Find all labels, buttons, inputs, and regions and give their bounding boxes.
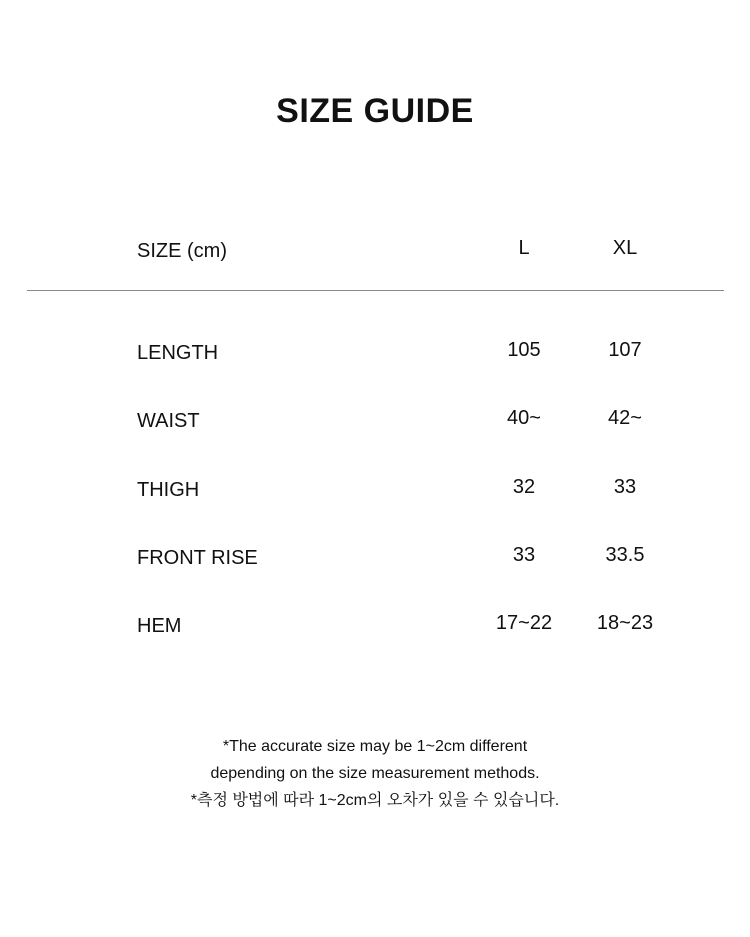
row-value-xl: 42~	[608, 407, 642, 429]
header-size-xl: XL	[612, 237, 638, 259]
note-line-2: depending on the size measurement methods.	[210, 765, 540, 782]
row-value-l: 33	[512, 544, 536, 566]
row-value-xl: 107	[608, 339, 642, 361]
row-value-xl: 33	[613, 476, 637, 498]
note-line-3: *측정 방법에 따라 1~2cm의 오차가 있을 수 있습니다.	[190, 792, 560, 809]
size-notes	[0, 733, 750, 814]
row-label: LENGTH	[137, 342, 219, 364]
table-row-front-rise	[0, 543, 750, 573]
row-label: THIGH	[137, 479, 200, 501]
header-size-l: L	[518, 237, 530, 259]
row-value-l: 105	[507, 339, 541, 361]
header-divider	[27, 290, 724, 291]
header-size-label: SIZE (cm)	[137, 240, 227, 262]
row-value-l: 17~22	[495, 612, 553, 634]
note-line-1: *The accurate size may be 1~2cm different	[222, 738, 528, 755]
table-row-hem	[0, 611, 750, 641]
row-label: FRONT RISE	[137, 547, 258, 569]
page-title: SIZE GUIDE	[276, 92, 474, 130]
table-row-waist	[0, 406, 750, 436]
table-row-thigh	[0, 475, 750, 505]
row-label: WAIST	[137, 410, 200, 432]
row-value-xl: 18~23	[596, 612, 654, 634]
row-label: HEM	[137, 615, 182, 637]
row-value-l: 32	[512, 476, 536, 498]
row-value-l: 40~	[507, 407, 541, 429]
size-table-header	[0, 236, 750, 266]
table-row-length	[0, 338, 750, 368]
row-value-xl: 33.5	[605, 544, 645, 566]
